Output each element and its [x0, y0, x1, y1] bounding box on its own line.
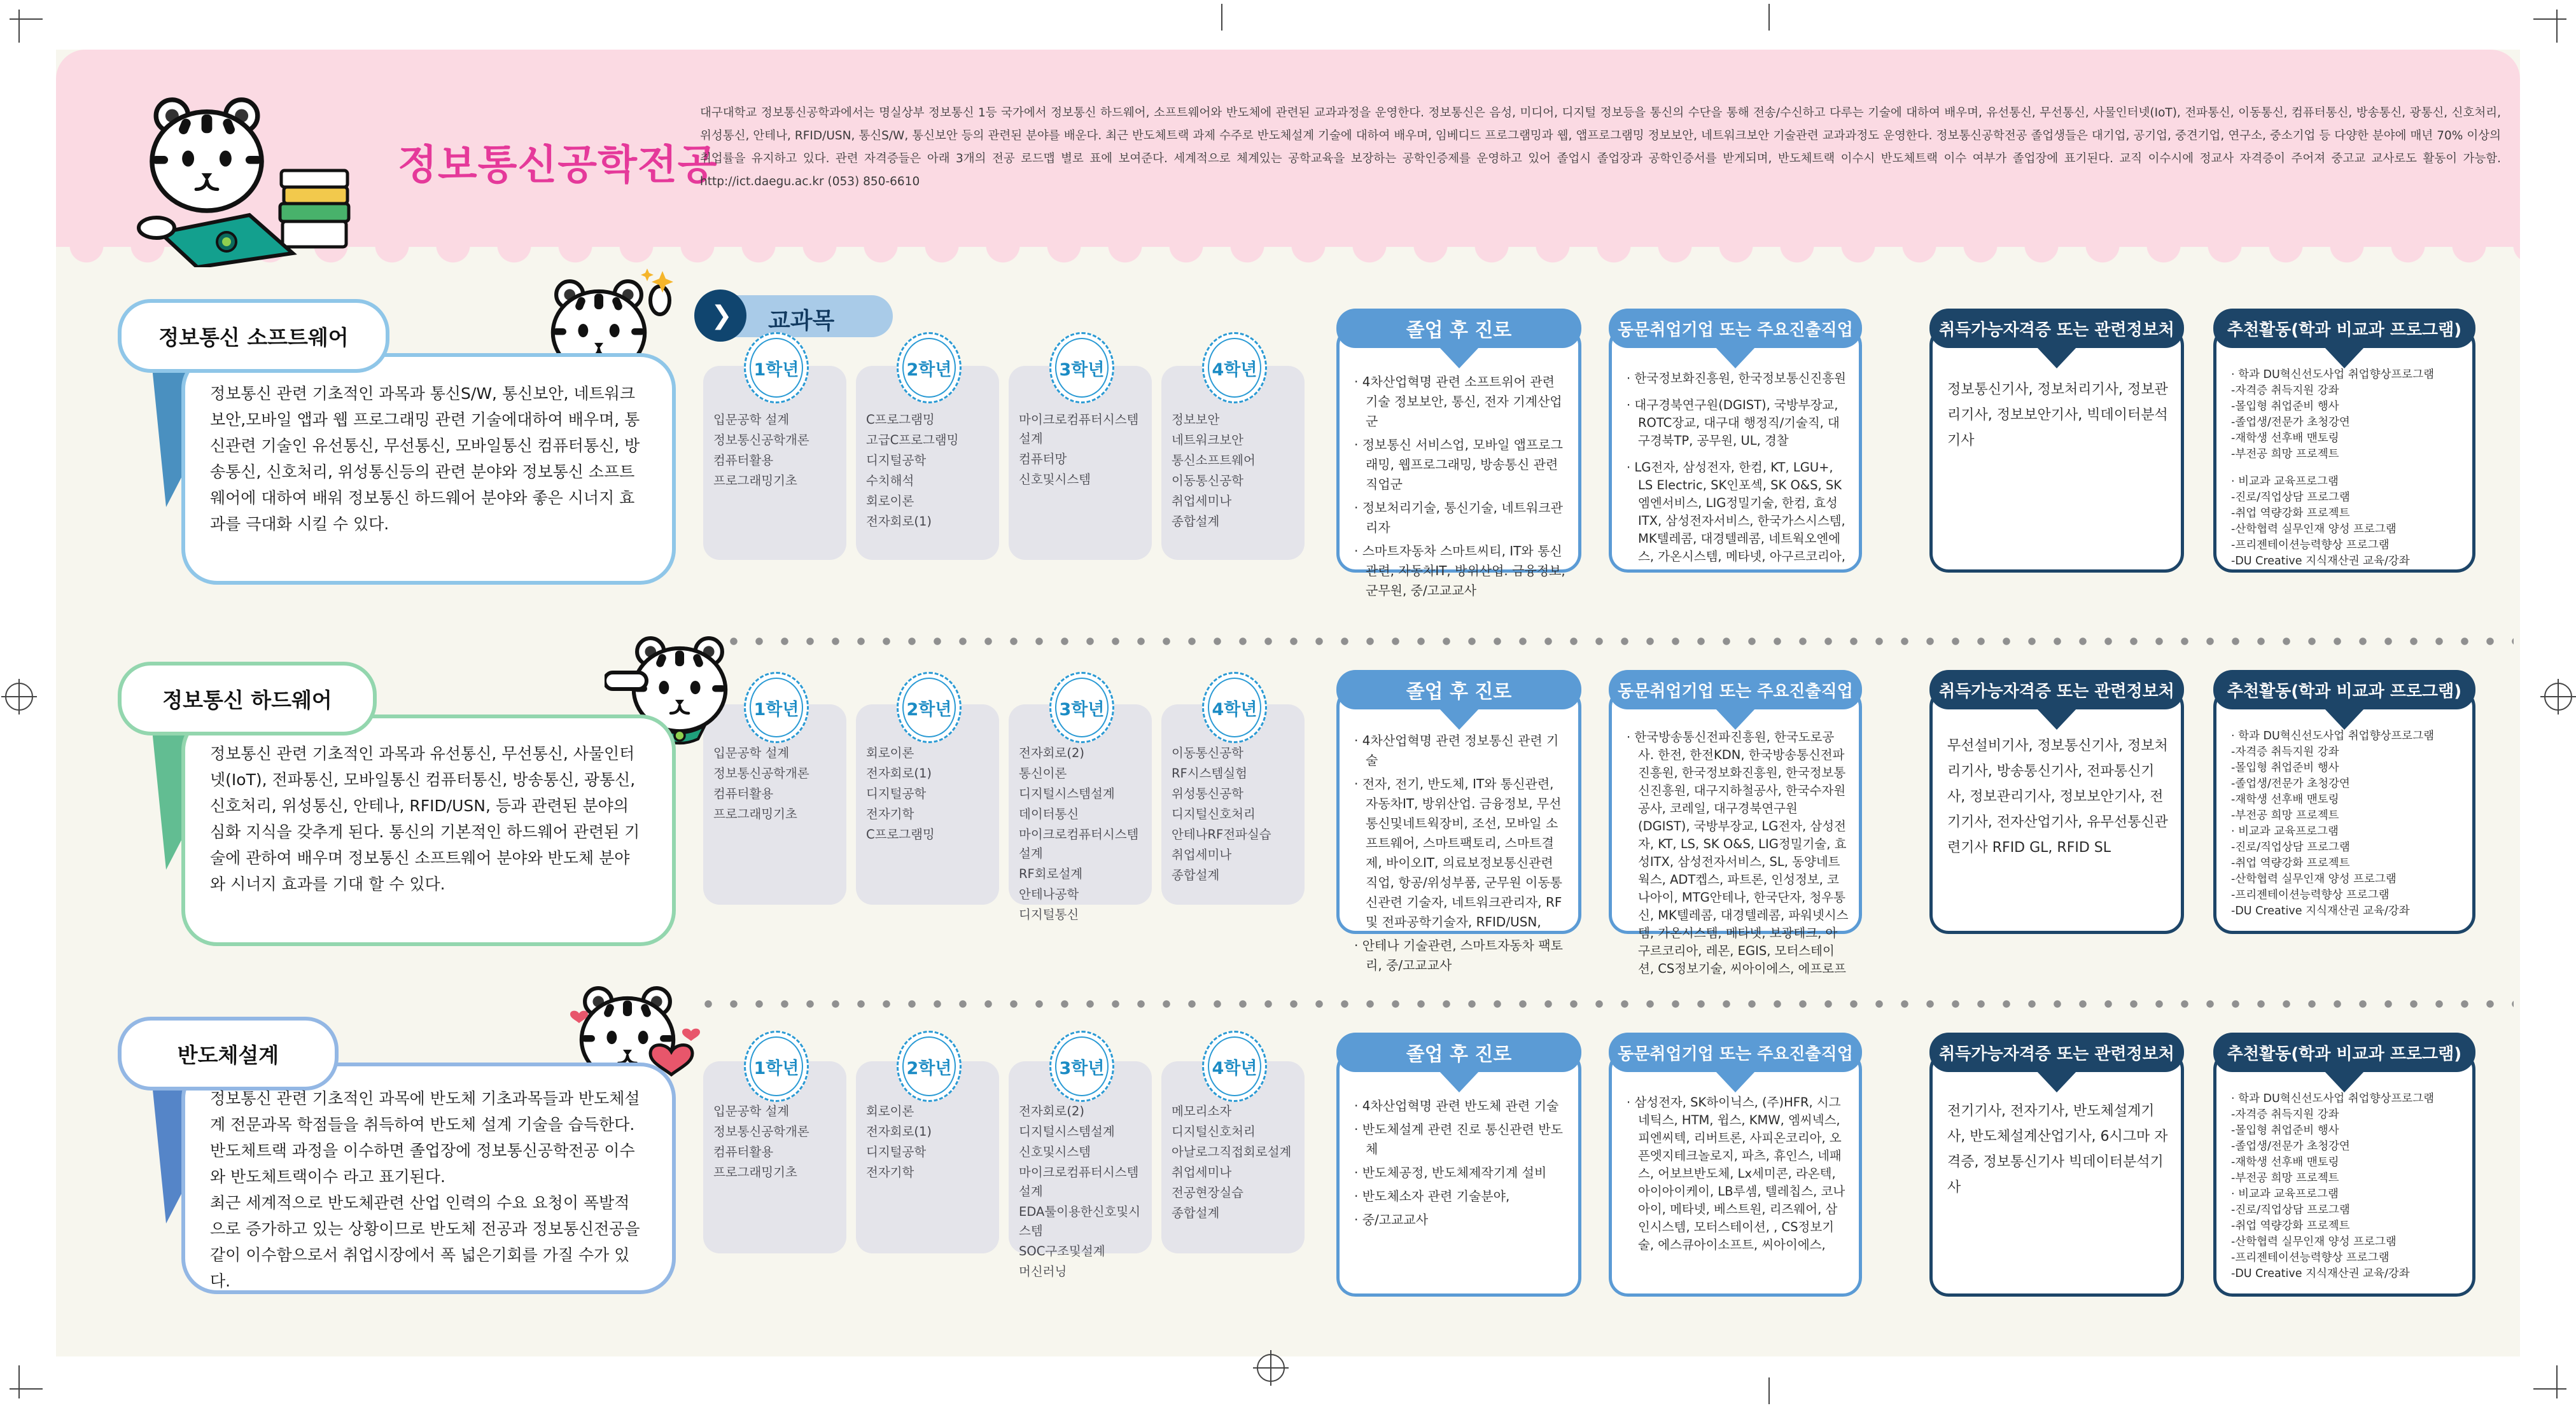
list-item: -재학생 선후배 맨토링 — [2231, 1156, 2339, 1169]
certs-text: 무선설비기사, 정보통신기사, 정보처리기사, 방송통신기사, 전파통신기사, 정보관리기사, 정보보안기사, 전기기사, 전자산업기사, 유무선통신관련기사 RFID GL, RFID SL — [1947, 738, 2168, 856]
panel-notch — [1439, 708, 1480, 730]
list-item: · 전자, 전기, 반도체, IT와 통신관련, 자동차IT, 방위산업. 금융정보, 무선통신및네트웍장비, 조선, 모바일 소프트웨어, 스마트팩토리, 스마트결제, 바이오IT, 의료보정보통신관련 직업, 항공/위성부품, 군무원 이동통신관련 기술자, 네트워크관리자, RF 및 전파공학기술자, RFID/USN, — [1354, 776, 1563, 930]
list-item: · 비교과 교육프로그램 — [2231, 825, 2339, 838]
panel-notch — [2324, 1071, 2365, 1092]
list-item: -재학생 선후배 맨토링 — [2231, 793, 2339, 806]
alumni-panel — [1609, 309, 1862, 573]
course-list — [713, 744, 840, 825]
list-item: 수치해석 — [866, 473, 914, 488]
panel-header: 취득가능자격증 또는 관련정보처 — [1929, 1033, 2184, 1072]
alumni-list — [1627, 370, 1849, 575]
list-item: · 중/고교교사 — [1354, 1212, 1429, 1227]
dotted-separator — [703, 999, 2514, 1009]
header-scallop-edge — [56, 246, 2520, 265]
registration-mark — [5, 683, 33, 711]
list-item: · 반도체공정, 반도체제작기계 설비 — [1354, 1165, 1547, 1180]
list-item: 디지털공학 — [866, 453, 927, 468]
list-item: 회로이론 — [866, 1104, 914, 1119]
list-item: · 반도체설계 관련 진로 통신관련 반도체 — [1354, 1122, 1563, 1157]
chevron-right-icon: ❯ — [694, 289, 746, 342]
panel-notch — [2036, 708, 2077, 730]
list-item: 입문공학 설계 — [713, 412, 790, 427]
crop-mark — [1768, 1377, 1770, 1404]
list-item: 데이터통신 — [1019, 807, 1079, 821]
panel-notch — [1439, 347, 1480, 368]
list-item: · 비교과 교육프로그램 — [2231, 475, 2339, 488]
panel-notch — [1715, 1071, 1756, 1092]
list-item: · 정보처리기술, 통신기술, 네트워크관리자 — [1354, 500, 1563, 535]
certs-panel — [1929, 1033, 2184, 1297]
panel-notch — [1715, 347, 1756, 368]
grade-badge-2: 2학년 — [897, 332, 962, 403]
list-item — [2231, 463, 2463, 474]
activities-panel — [2213, 670, 2475, 934]
curriculum-label-pill — [702, 295, 893, 337]
panel-header: 졸업 후 진로 — [1336, 670, 1581, 709]
page-title: 정보통신공학전공 — [398, 142, 718, 189]
list-item: 머신러닝 — [1019, 1264, 1067, 1279]
list-item: -몰입형 취업준비 행사 — [2231, 762, 2339, 774]
track-row-software — [0, 299, 2576, 655]
list-item: 프로그래밍기초 — [713, 1165, 797, 1180]
course-list — [1172, 1102, 1298, 1224]
list-item: 메모리소자 — [1172, 1104, 1232, 1119]
list-item: 프로그래밍기초 — [713, 473, 797, 488]
alumni-list — [1627, 728, 1849, 987]
list-item: · 안테나 기술관련, 스마트자동차 팩토리, 중/고교교사 — [1354, 938, 1563, 973]
grade-badge-2: 2학년 — [897, 672, 962, 743]
list-item: -산학협력 실무인재 양성 프로그램 — [2231, 873, 2397, 886]
curriculum-label: 교과목 — [768, 308, 835, 334]
activities-list — [2231, 367, 2463, 569]
list-item: · 스마트자동차 스마트씨티, IT와 통신관련, 자동차IT, 방위산업. 금융정보, 군무원, 중/고교교사 — [1354, 543, 1565, 598]
course-list — [866, 410, 993, 533]
list-item: 컴퓨터활용 — [713, 453, 774, 468]
list-item: EDA툴이용한신호및시스템 — [1019, 1204, 1141, 1238]
list-item: -진로/직업상담 프로그램 — [2231, 841, 2350, 854]
panel-header: 동문취업기업 또는 주요진출직업 — [1609, 309, 1862, 348]
list-item: 고급C프로그램밍 — [866, 433, 959, 447]
list-item: -자격증 취득지원 강좌 — [2231, 1108, 2339, 1121]
track-title: 정보통신 하드웨어 — [162, 687, 332, 713]
list-item: -프리젠테이션능력향상 프로그램 — [2231, 1251, 2390, 1264]
panel-notch — [2324, 708, 2365, 730]
crop-mark — [10, 18, 43, 20]
crop-mark — [10, 1388, 43, 1390]
crop-mark — [2556, 10, 2558, 43]
list-item: · 반도체소자 관련 기술분야, — [1354, 1188, 1510, 1204]
activities-list — [2231, 728, 2463, 919]
list-item: 신호및시스템 — [1019, 1145, 1091, 1159]
list-item: 입문공학 설계 — [713, 746, 790, 760]
list-item: 전자회로(1) — [866, 1124, 932, 1139]
course-list — [1172, 410, 1298, 533]
grade-badge-3: 3학년 — [1049, 332, 1114, 403]
list-item: 디지털신호처리 — [1172, 1124, 1256, 1139]
list-item: 전자기학 — [866, 1165, 914, 1180]
list-item: -산학협력 실무인재 양성 프로그램 — [2231, 1236, 2397, 1248]
list-item: 디지털통신 — [1019, 907, 1079, 922]
list-item: 이동통신공학 — [1172, 746, 1244, 760]
list-item: -프리젠테이션능력향상 프로그램 — [2231, 539, 2390, 552]
list-item: 전자회로(1) — [866, 514, 932, 529]
course-list — [713, 1102, 840, 1183]
list-item: 안테나RF전파실습 — [1172, 827, 1271, 842]
list-item: · 학과 DU혁신선도사업 취업향상프로그램 — [2231, 1092, 2435, 1105]
track-description: 정보통신 관련 기초적인 과목과 통신S/W, 통신보안, 네트워크보안,모바일 앱과 웹 프로그래밍 관련 기술에대하여 배우며, 통신관련 기술인 유선통신, 무선통신, 모바일통신 컴퓨터통신, 방송통신, 신호처리, 위성통신등의 관련 분야와 정보통신 소프트웨어에 대하여 배워 정보통신 하드웨어 분야와 좋은 시너지 효과를 극대화 시킬 수 있다. — [210, 384, 640, 533]
list-item: 종합설계 — [1172, 868, 1220, 882]
list-item: · 한국방송통신전파진흥원, 한국도로공사. 한전, 한전KDN, 한국방송통신전파진흥원, 한국정보화진흥원, 한국정보통신진흥원, 대구지하철공사, 한국수자원공사, 코레일, 대구경북연구원(DGIST), 국방부장교, LG전자, 삼성전자, KT, LS, SK O&S, LIG정밀기술, 효성ITX, 삼성전자서비스, SL, 동양네트웍스, ADT켑스, 파트론, 인성정보, 코나아이, MTG안테나, 한국단자, 청우통신, MK텔레콤, 대경텔레콤, 파워넷시스템, 가온시스템, 메타넷, 보광테크, 아구르코리아, 레몬, EGIS, 모터스테이션, CS정보기술, 씨아이에스, 에프로프 — [1627, 730, 1849, 976]
grade-badge-4: 4학년 — [1202, 672, 1267, 743]
list-item: 입문공학 설계 — [713, 1104, 790, 1119]
grade-badge-1: 1학년 — [744, 332, 809, 403]
list-item: -진로/직업상담 프로그램 — [2231, 1204, 2350, 1216]
list-item: · 한국정보화진흥원, 한국정보통신진흥원 — [1627, 371, 1847, 386]
list-item: -부전공 희망 프로젝트 — [2231, 809, 2339, 822]
list-item: C프로그램밍 — [866, 827, 935, 842]
list-item: 취업세미나 — [1172, 847, 1232, 862]
crop-mark — [2533, 18, 2566, 20]
list-item: 네트워크보안 — [1172, 433, 1244, 447]
career-panel — [1336, 309, 1581, 598]
grade-badge-1: 1학년 — [744, 672, 809, 743]
list-item: RF시스템실험 — [1172, 766, 1247, 781]
panel-notch — [2036, 347, 2077, 368]
list-item: 전자회로(2) — [1019, 1104, 1084, 1119]
panel-header: 동문취업기업 또는 주요진출직업 — [1609, 1033, 1862, 1072]
grade-badge-4: 4학년 — [1202, 1031, 1267, 1102]
list-item: · 4차산업혁명 관련 정보통신 관련 기술 — [1354, 733, 1559, 768]
track-row-semiconductor — [0, 1017, 2576, 1373]
track-description: 정보통신 관련 기초적인 과목과 유선통신, 무선통신, 사물인터넷(IoT), 전파통신, 모바일통신 컴퓨터통신, 방송통신, 광통신, 신호처리, 위성통신, 안테나, RFID/USN, 등과 관련된 분야의 심화 지식을 갖추게 된다. 통신의 기본적인 하드웨어 관련된 기술에 관하여 배우며 정보통신 소프트웨어 분야와 반도체 분야와 시너지 효과를 기대 할 수 있다. — [210, 744, 640, 893]
list-item: 전자회로(2) — [1019, 746, 1084, 760]
activities-panel — [2213, 1033, 2475, 1297]
list-item: 정보통신공학개론 — [713, 766, 809, 781]
list-item: 통신이론 — [1019, 766, 1067, 781]
list-item: -부전공 희망 프로젝트 — [2231, 1172, 2339, 1185]
list-item: -몰입형 취업준비 행사 — [2231, 1124, 2339, 1137]
list-item: 취업세미나 — [1172, 494, 1232, 508]
list-item: 정보통신공학개론 — [713, 1124, 809, 1139]
list-item: 이동통신공학 — [1172, 473, 1244, 488]
list-item: 위성통신공학 — [1172, 786, 1244, 801]
list-item: -졸업생/전문가 초청강연 — [2231, 416, 2350, 429]
course-list — [866, 1102, 993, 1183]
course-list — [713, 410, 840, 492]
list-item: 마이크로컴퓨터시스템설계 — [1019, 412, 1139, 446]
dotted-separator — [703, 636, 2514, 646]
track-title-bubble — [118, 662, 377, 735]
panel-notch — [2324, 347, 2365, 368]
crop-mark — [18, 10, 20, 43]
crop-mark — [1768, 4, 1770, 31]
list-item: 디지털시스템설계 — [1019, 786, 1115, 801]
list-item: -몰입형 취업준비 행사 — [2231, 400, 2339, 413]
course-list — [1019, 744, 1145, 926]
list-item: 정보보안 — [1172, 412, 1220, 427]
career-panel — [1336, 670, 1581, 973]
list-item: -졸업생/전문가 초청강연 — [2231, 777, 2350, 790]
registration-mark — [2544, 683, 2572, 711]
track-title-bubble — [118, 1017, 339, 1091]
panel-notch — [2036, 1071, 2077, 1092]
list-item: 디지털시스템설계 — [1019, 1124, 1115, 1139]
list-item: -DU Creative 지식재산권 교육/강좌 — [2231, 1267, 2410, 1280]
grade-badge-3: 3학년 — [1049, 672, 1114, 743]
panel-notch — [1715, 708, 1756, 730]
list-item: 신호및시스템 — [1019, 472, 1091, 487]
list-item: 디지털신호처리 — [1172, 807, 1256, 821]
track-title: 정보통신 소프트웨어 — [158, 324, 349, 350]
list-item: -취업 역량강화 프로젝트 — [2231, 1220, 2350, 1232]
list-item: · 비교과 교육프로그램 — [2231, 1188, 2339, 1201]
list-item: · 학과 DU혁신선도사업 취업향상프로그램 — [2231, 368, 2435, 381]
list-item: 전자회로(1) — [866, 766, 932, 781]
list-item: RF회로설계 — [1019, 867, 1083, 881]
list-item: C프로그램밍 — [866, 412, 935, 427]
panel-header: 추천활동(학과 비교과 프로그램) — [2213, 1033, 2475, 1072]
alumni-list — [1627, 1094, 1849, 1263]
panel-header: 취득가능자격증 또는 관련정보처 — [1929, 309, 2184, 348]
certs-text: 정보통신기사, 정보처리기사, 정보관리기사, 정보보안기사, 빅데이터분석기사 — [1947, 382, 2168, 449]
list-item: 종합설계 — [1172, 514, 1220, 529]
alumni-panel — [1609, 1033, 1862, 1297]
course-list — [1019, 410, 1145, 491]
crop-mark — [2556, 1365, 2558, 1398]
grade-badge-4: 4학년 — [1202, 332, 1267, 403]
list-item: SOC구조및설계 — [1019, 1244, 1105, 1258]
track-row-hardware — [0, 662, 2576, 1015]
track-description: 정보통신 관련 기초적인 과목에 반도체 기초과목들과 반도체설계 전문과목 학점들을 취득하여 반도체 설계 기술을 습득한다. 반도체트랙 과정을 이수하면 졸업장에 정보통신공학전공 이수와 반도체트랙이수 라고 표기된다. 최근 세계적으로 반도체관련 산업 인력의 수요 요청이 폭발적으로 증가하고 있는 상황이므로 반도체 전공과 정보통신전공을 같이 이수함으로서 취업시장에서 폭 넓은기회를 가질 수가 있다. — [210, 1089, 640, 1290]
panel-header: 추천활동(학과 비교과 프로그램) — [2213, 670, 2475, 709]
list-item: · 학과 DU혁신선도사업 취업향상프로그램 — [2231, 730, 2435, 742]
grade-badge-3: 3학년 — [1049, 1031, 1114, 1102]
panel-header: 졸업 후 진로 — [1336, 1033, 1581, 1072]
course-list — [866, 744, 993, 846]
alumni-panel — [1609, 670, 1862, 976]
course-list — [1019, 1102, 1145, 1283]
career-list — [1354, 731, 1569, 979]
list-item: 디지털공학 — [866, 1145, 927, 1159]
list-item: · 삼성전자, SK하이닉스, (주)HFR, 시그네틱스, HTM, 윕스, KMW, 엠씨넥스, 피엔씨텍, 리버트론, 사피온코리아, 오픈엣지테크놀로지, 파츠, 휴인스, 네패스, 어보브반도체, Lx세미콘, 라온텍, 아이아이케이, LB루셈, 텔레칩스, 코나아이, 메타넷, 베스트원, 리즈웨어, 삼인시스템, 모터스테이션, , CS정보기술, 에스큐아이소프트, 씨아이에스, — [1627, 1095, 1845, 1252]
list-item: 회로이론 — [866, 746, 914, 760]
list-item: 컴퓨터망 — [1019, 452, 1067, 466]
list-item: -진로/직업상담 프로그램 — [2231, 491, 2350, 504]
activities-panel — [2213, 309, 2475, 573]
course-list — [1172, 744, 1298, 886]
list-item: · LG전자, 삼성전자, 한컴, KT, LGU+, LS Electric, SK인포섹, SK O&S, SK엠엔서비스, LIG정밀기술, 한컴, 효성ITX, 삼성전자서비스, 한국가스시스템, MK텔레콤, 대경텔레콤, 네트웍오엔에스, 가온시스템, 메타넷, 아구르코리아, — [1627, 460, 1845, 564]
list-item: · 대구경북연구원(DGIST), 국방부장교, ROTC장교, 대구대 행정직/기술직, 대구경북TP, 공무원, UL, 경찰 — [1627, 398, 1840, 448]
grade-badge-1: 1학년 — [744, 1031, 809, 1102]
list-item: · 4차산업혁명 관련 반도체 관련 기술 — [1354, 1098, 1559, 1113]
list-item: -부전공 희망 프로젝트 — [2231, 448, 2339, 461]
list-item: -DU Creative 지식재산권 교육/강좌 — [2231, 555, 2410, 568]
list-item: -취업 역량강화 프로젝트 — [2231, 857, 2350, 870]
certs-panel — [1929, 309, 2184, 573]
registration-mark — [1257, 1354, 1285, 1382]
crop-mark — [2533, 1388, 2566, 1390]
career-list — [1354, 1096, 1569, 1234]
track-title: 반도체설계 — [177, 1042, 279, 1068]
grade-badge-2: 2학년 — [897, 1031, 962, 1102]
certs-text: 전기기사, 전자기사, 반도체설계기사, 반도체설계산업기사, 6시그마 자격증, 정보통신기사 빅데이터분석기사 — [1947, 1103, 2168, 1195]
panel-header: 추천활동(학과 비교과 프로그램) — [2213, 309, 2475, 348]
list-item: -졸업생/전문가 초청강연 — [2231, 1140, 2350, 1153]
list-item: 취업세미나 — [1172, 1165, 1232, 1180]
career-panel — [1336, 1033, 1581, 1297]
list-item: 컴퓨터활용 — [713, 1145, 774, 1159]
list-item: -DU Creative 지식재산권 교육/강좌 — [2231, 905, 2410, 917]
list-item: 안테나공학 — [1019, 887, 1079, 902]
list-item: 아날로그직접회로설계 — [1172, 1145, 1292, 1159]
list-item: 프로그래밍기초 — [713, 807, 797, 821]
list-item: · 정보통신 서비스업, 모바일 앱프로그래밍, 웹프로그래밍, 방송통신 관련 직업군 — [1354, 437, 1563, 492]
list-item: 마이크로컴퓨터시스템설계 — [1019, 1165, 1139, 1199]
list-item: 컴퓨터활용 — [713, 786, 774, 801]
list-item: -프리젠테이션능력향상 프로그램 — [2231, 889, 2390, 902]
certs-panel — [1929, 670, 2184, 934]
panel-header: 동문취업기업 또는 주요진출직업 — [1609, 670, 1862, 709]
activities-list — [2231, 1091, 2463, 1282]
list-item: 디지털공학 — [866, 786, 927, 801]
crop-mark — [18, 1365, 20, 1398]
list-item: -취업 역량강화 프로젝트 — [2231, 507, 2350, 520]
list-item: 종합설계 — [1172, 1206, 1220, 1220]
list-item: -산학협력 실무인재 양성 프로그램 — [2231, 523, 2397, 536]
list-item: 회로이론 — [866, 494, 914, 508]
crop-mark — [1221, 4, 1222, 31]
career-list — [1354, 372, 1569, 604]
list-item: -재학생 선후배 맨토링 — [2231, 432, 2339, 445]
list-item: · 4차산업혁명 관련 소프트위어 관련 기술 정보보안, 통신, 전자 기계산업군 — [1354, 374, 1562, 429]
list-item: 통신소프트웨어 — [1172, 453, 1256, 468]
list-item: -자격증 취득지원 강좌 — [2231, 384, 2339, 397]
panel-header: 졸업 후 진로 — [1336, 309, 1581, 348]
track-title-bubble — [118, 299, 389, 373]
list-item: 전자기학 — [866, 807, 914, 821]
list-item: 정보통신공학개론 — [713, 433, 809, 447]
list-item: -자격증 취득지원 강좌 — [2231, 746, 2339, 758]
list-item: 전공현장실습 — [1172, 1185, 1244, 1200]
tiger-mascot-laptop — [102, 89, 356, 267]
panel-notch — [1439, 1071, 1480, 1092]
list-item: 마이크로컴퓨터시스템설계 — [1019, 827, 1139, 861]
panel-header: 취득가능자격증 또는 관련정보처 — [1929, 670, 2184, 709]
intro-paragraph: 대구대학교 정보통신공학과에서는 명실상부 정보통신 1등 국가에서 정보통신 하드웨어, 소프트웨어와 반도체에 관련된 교과과정을 운영한다. 정보통신은 음성, 미디어, 디지털 정보등을 통신의 수단을 통해 전송/수신하고 다루는 기술에 대하여 배우며, 유선통신, 무선통신, 사물인터넷(IoT), 전파통신, 이동통신, 컴퓨터통신, 방송통신, 광통신, 신호처리, 위성통신, 안테나, RFID/USN, 통신S/W, 통신보안 등의 관련된 분야를 배운다. 최근 반도체트랙 과제 수주로 반도체설계 기술에 대하여 배우며, 임베디드 프로그램밍과 웹, 앱프로그램밍 정보보안, 네트워크보안 기술관련 교과과정도 운영한다. 정보통신공학전공 졸업생들은 대기업, 공기업, 중견기업, 연구소, 중소기업 등 다양한 분야에 매년 70% 이상의 취업률을 유지하고 있다. 관련 자격증들은 아래 3개의 전공 로드맵 별로 표에 보여준다. 세계적으로 체계있는 공학교육을 보장하는 공학인증제를 운영하고 있어 졸업시 졸업장과 공학인증서를 받게되며, 반도체트랙 이수시 반도체트랙 이수 여부가 졸업장에 표기된다. 교직 이수시에 정교사 자격증이 주어져 중고교 교사로도 활동이 가능함. http://ict.daegu.ac.kr (053) 850-6610 — [700, 106, 2501, 188]
